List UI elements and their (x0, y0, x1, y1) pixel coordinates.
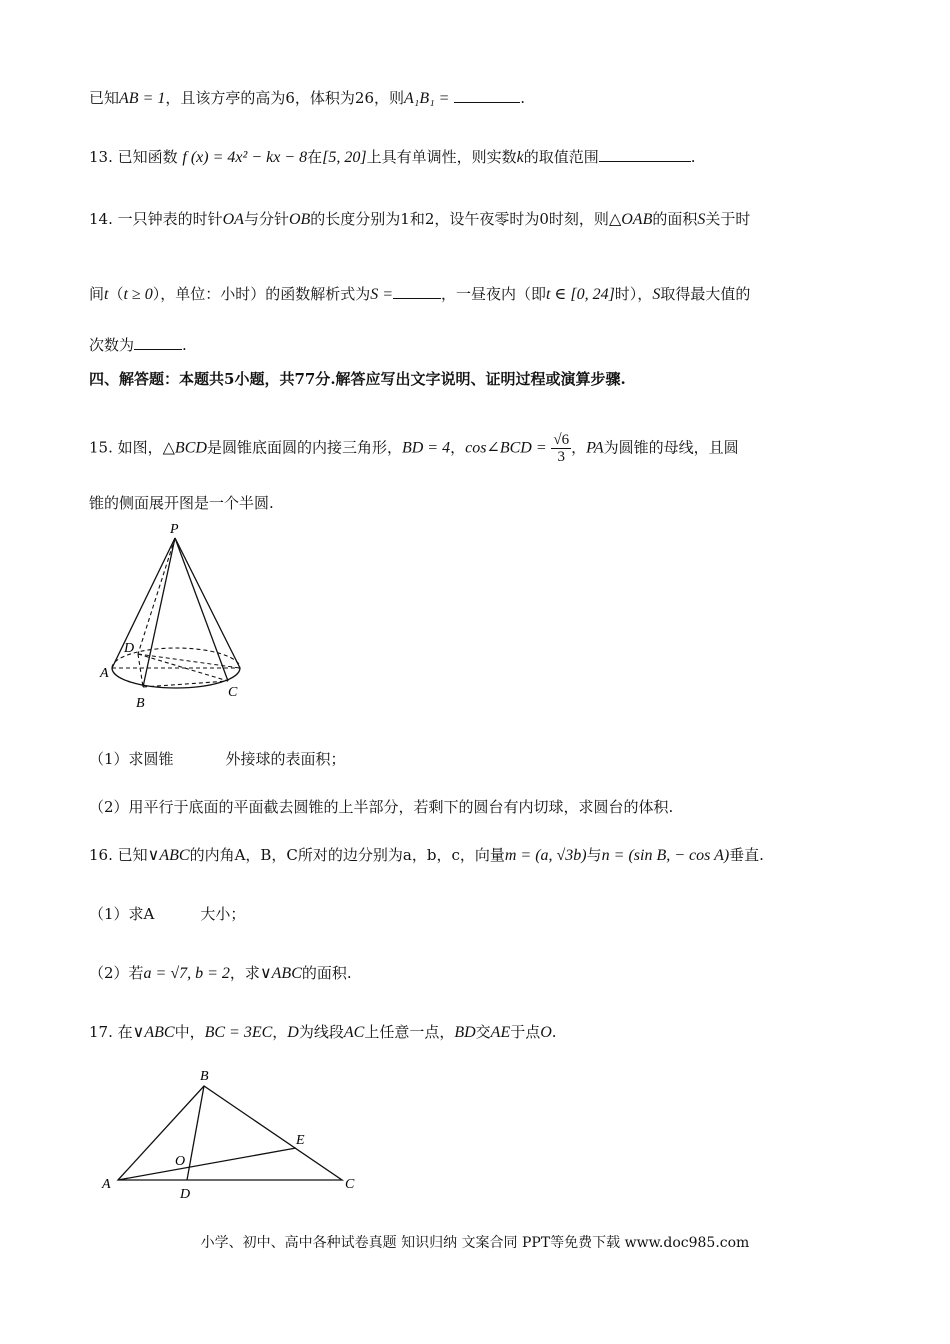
text: （ (108, 285, 124, 303)
label-b: B (136, 696, 145, 711)
text: 垂直. (729, 846, 764, 864)
text: 间 (89, 285, 105, 303)
text: 与 (586, 846, 602, 864)
math-ae: AE (490, 1024, 511, 1041)
line-pc (175, 538, 228, 681)
text: （1）求圆锥 (89, 750, 174, 768)
math-bd: BD (454, 1024, 476, 1041)
math-triangle-abc: ∨ABC (259, 965, 302, 982)
math-s: S (652, 286, 661, 303)
text: ， (450, 438, 466, 457)
line-pb (143, 538, 175, 687)
line-pd (138, 538, 175, 654)
math-vector-m: m = (a, √3b) (504, 847, 587, 864)
math-t-ge-0: t ≥ 0 (123, 286, 153, 303)
question-15-line1 (89, 432, 739, 465)
text: 上任意一点， (364, 1023, 455, 1041)
text: ， (571, 438, 587, 457)
math-bc: BC = 3EC (204, 1024, 273, 1041)
question-number: 13. 已知函数 (89, 148, 178, 166)
label-b: B (200, 1069, 209, 1084)
text: 已知 (89, 89, 120, 107)
math-ob: OB (288, 211, 311, 228)
label-e: E (296, 1133, 305, 1148)
math-k: k (516, 149, 524, 166)
label-d: D (180, 1187, 191, 1202)
math-t: t (104, 286, 109, 303)
answer-blank (134, 335, 182, 350)
line-ae (118, 1148, 296, 1180)
text: 的长度分别为1和2，设午夜零时为0时刻，则 (310, 210, 609, 228)
math-oa: OA (222, 211, 244, 228)
text: 是圆锥底面圆的内接三角形， (206, 438, 402, 457)
text: . (182, 336, 187, 354)
question-14-line2 (89, 284, 750, 305)
label-o: O (175, 1154, 186, 1169)
question-number: 15. 如图， (89, 438, 163, 457)
label-a: A (100, 666, 109, 681)
triangle-figure (98, 1062, 368, 1202)
text: ，求 (229, 964, 260, 982)
math-o: O (540, 1024, 552, 1041)
question-15-part1 (89, 749, 346, 769)
math-triangle-abc: ∨ABC (132, 1024, 175, 1041)
math-t-range: t ∈ [0, 24] (546, 286, 615, 303)
question-16-part2 (89, 963, 352, 984)
text: . (690, 148, 696, 166)
text: 中， (174, 1023, 205, 1041)
page-footer: 小学、初中、高中各种试卷真题 知识归纳 文案合同 PPT等免费下载 www.doc985.com (200, 1235, 750, 1251)
text: 上具有单调性，则实数 (366, 148, 517, 166)
section-heading: 四、解答题：本题共5小题，共77分.解答应写出文字说明、证明过程或演算步骤. (89, 370, 626, 388)
text: （2）若 (89, 964, 144, 982)
text: 的面积. (301, 964, 352, 982)
question-13 (89, 147, 696, 168)
fraction-denominator: 3 (557, 449, 566, 465)
question-14-line3 (89, 335, 187, 355)
text: 取得最大值的 (660, 285, 751, 303)
text: 为线段 (298, 1023, 344, 1041)
q12-tail-line (89, 88, 525, 109)
math-bd: BD = 4 (401, 439, 451, 457)
question-16-part1 (89, 904, 245, 924)
text: 交 (475, 1023, 491, 1041)
text: 外接球的表面积； (225, 750, 346, 768)
question-number: 17. 在 (89, 1023, 133, 1041)
label-c: C (228, 685, 238, 700)
math-d: D (287, 1024, 299, 1041)
label-p: P (170, 522, 179, 537)
question-16 (89, 845, 764, 866)
math-a1b1: A₁B₁ = (404, 90, 450, 107)
question-14-line1 (89, 209, 750, 230)
line-db (138, 654, 143, 687)
text: 为圆锥的母线，且圆 (603, 438, 739, 457)
answer-blank (599, 147, 691, 162)
question-number: 16. 已知 (89, 846, 148, 864)
text: ，且该方亭的高为6，体积为26，则 (165, 89, 404, 107)
text: 大小； (200, 905, 246, 923)
text: 时）， (614, 285, 653, 303)
text: 次数为 (89, 336, 135, 354)
fraction-numerator: √6 (553, 432, 570, 448)
text: 的内角A，B，C所对的边分别为a，b，c，向量 (189, 846, 505, 864)
question-15-part2: （2）用平行于底面的平面截去圆锥的上半部分，若剩下的圆台有内切球，求圆台的体积. (89, 798, 674, 816)
answer-blank (454, 88, 520, 103)
text: （1）求A (89, 905, 155, 923)
line-d-right (138, 654, 240, 668)
question-number: 14. 一只钟表的时针 (89, 210, 223, 228)
text: 在 (307, 148, 323, 166)
math-triangle-oab: △OAB (608, 211, 653, 228)
text: ），单位：小时）的函数解析式为 (152, 285, 371, 303)
math-s-eq: S = (370, 286, 394, 303)
text: 与分针 (243, 210, 289, 228)
math-function: f (x) = 4x² − kx − 8 (182, 149, 308, 166)
math-pa: PA (586, 439, 604, 457)
math-triangle-abc: ∨ABC (147, 847, 190, 864)
text: 于点 (510, 1023, 541, 1041)
answer-blank (393, 284, 441, 299)
cone-base-front (112, 668, 240, 688)
math-ab: AB = 1 (119, 90, 166, 107)
math-ac: AC (343, 1024, 365, 1041)
question-15-line2: 锥的侧面展开图是一个半圆. (89, 494, 274, 512)
math-vector-n: n = (sin B, − cos A) (601, 847, 730, 864)
text: . (551, 1023, 557, 1041)
triangle-abc (118, 1086, 342, 1180)
text: 关于时 (705, 210, 751, 228)
math-cos: cos∠BCD = (465, 439, 547, 457)
text: ， (272, 1023, 288, 1041)
question-17 (89, 1022, 557, 1043)
label-c: C (345, 1177, 355, 1192)
text: ，一昼夜内（即 (441, 285, 547, 303)
math-s: S (697, 211, 706, 228)
label-d: D (124, 641, 135, 656)
math-triangle-bcd: △BCD (162, 439, 207, 457)
fraction (551, 432, 571, 465)
text: 的取值范围 (523, 148, 599, 166)
math-interval: [5, 20] (322, 149, 367, 166)
text: . (520, 89, 526, 107)
cone-figure (98, 518, 258, 718)
text: 的面积 (652, 210, 698, 228)
label-a: A (102, 1177, 111, 1192)
math-given: a = √7, b = 2 (143, 965, 230, 982)
